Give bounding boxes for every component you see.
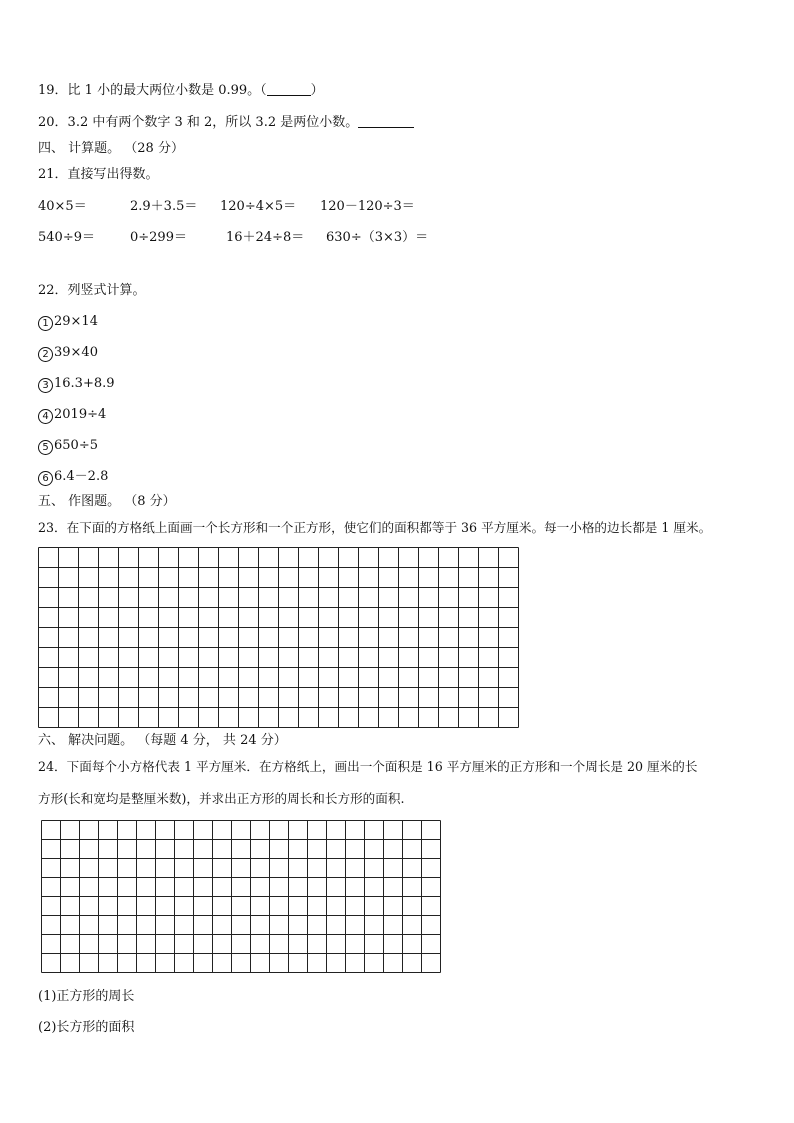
question-22-text: 列竖式计算。: [67, 283, 146, 298]
question-23: [38, 520, 711, 536]
vertical-calc-expr: 29×14: [54, 314, 98, 329]
question-20-text: 3.2 中有两个数字 3 和 2，所以 3.2 是两位小数。: [67, 115, 359, 130]
section-5-title: 五、 作图题。 （8 分）: [38, 494, 176, 509]
question-20-number: 20．: [38, 115, 68, 130]
calc-item: 40×5＝: [38, 199, 87, 214]
vertical-calc-expr: 2019÷4: [54, 407, 107, 422]
vertical-calc-item: [38, 407, 106, 424]
vertical-calc-expr: 16.3+8.9: [54, 376, 115, 391]
question-24-line-2: 方形(长和宽均是整厘米数)，并求出正方形的周长和长方形的面积.: [38, 791, 405, 806]
question-19: [38, 83, 324, 99]
circled-number-6: 6: [38, 471, 53, 486]
question-19-close: ）: [310, 83, 324, 98]
calc-item: 630÷（3×3）＝: [326, 230, 429, 245]
grid-paper-23[interactable]: [38, 547, 520, 729]
answer-blank-20[interactable]: [358, 115, 414, 128]
question-24-sub-1: (1)正方形的周长: [38, 989, 135, 1004]
question-23-number: 23．: [38, 520, 67, 535]
vertical-calc-expr: 6.4－2.8: [54, 469, 109, 484]
circled-number-2: 2: [38, 347, 53, 362]
vertical-calc-item: [38, 469, 108, 486]
section-6-title: 六、 解决问题。 （每题 4 分， 共 24 分）: [38, 733, 287, 748]
answer-blank-19[interactable]: [267, 83, 311, 96]
vertical-calc-item: [38, 438, 98, 455]
calc-item: 120÷4×5＝: [220, 199, 297, 214]
vertical-calc-item: [38, 376, 115, 393]
question-21-number: 21．: [38, 167, 68, 182]
section-4-title: 四、 计算题。 （28 分）: [38, 141, 184, 156]
question-23-text: 在下面的方格纸上面画一个长方形和一个正方形，使它们的面积都等于 36 平方厘米。每一小格的边长都是 1 厘米。: [66, 520, 712, 535]
question-24-line-1: [38, 759, 697, 775]
vertical-calc-expr: 650÷5: [54, 438, 98, 453]
vertical-calc-item: [38, 345, 98, 362]
circled-number-4: 4: [38, 409, 53, 424]
question-24-number: 24．: [38, 759, 67, 774]
circled-number-3: 3: [38, 378, 53, 393]
circled-number-1: 1: [38, 316, 53, 331]
circled-number-5: 5: [38, 440, 53, 455]
question-22: [38, 283, 146, 299]
question-24-sub-2: (2)长方形的面积: [38, 1020, 135, 1035]
calc-item: 120－120÷3＝: [320, 199, 415, 214]
question-22-number: 22．: [38, 283, 68, 298]
question-19-text: 比 1 小的最大两位小数是 0.99。（: [67, 83, 267, 98]
calc-item: 540÷9＝: [38, 230, 95, 245]
vertical-calc-expr: 39×40: [54, 345, 98, 360]
grid-paper-24[interactable]: [41, 820, 461, 974]
calc-item: 2.9＋3.5＝: [130, 199, 198, 214]
question-21-text: 直接写出得数。: [67, 167, 159, 182]
calc-item: 16＋24÷8＝: [226, 230, 305, 245]
question-20: [38, 115, 414, 131]
vertical-calc-item: [38, 314, 98, 331]
question-21: [38, 167, 159, 183]
calc-item: 0÷299＝: [130, 230, 187, 245]
question-19-number: 19．: [38, 83, 68, 98]
question-24-text-1: 下面每个小方格代表 1 平方厘米．在方格纸上，画出一个面积是 16 平方厘米的正方形和一个周长是 20 厘米的长: [66, 759, 698, 774]
